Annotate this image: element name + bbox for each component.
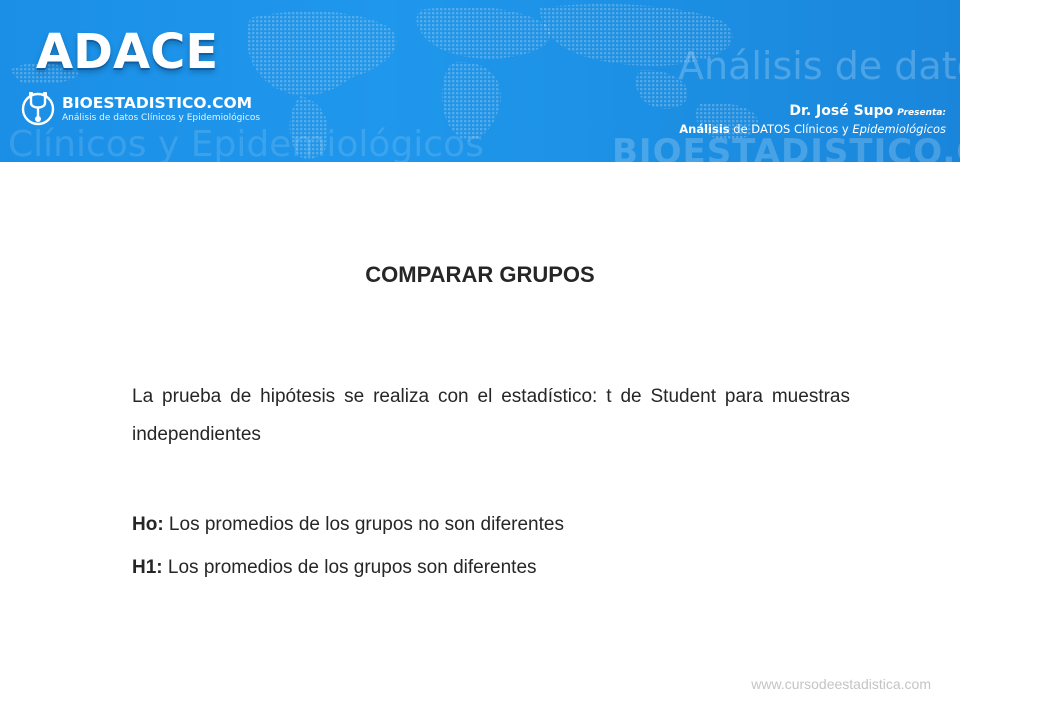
null-hypothesis-text: Los promedios de los grupos no son diferentes	[163, 514, 564, 535]
alternative-hypothesis-text: Los promedios de los grupos son diferentes	[162, 557, 537, 578]
header-banner	[0, 0, 1047, 172]
null-hypothesis-label: Ho:	[132, 514, 164, 535]
course-title-analisis: Análisis	[679, 122, 730, 136]
background-watermark-brand: BIOESTADISTICO.COM	[612, 132, 1047, 172]
course-title-epidemiologicos: Epidemiológicos	[852, 122, 946, 136]
presenter-label: Presenta:	[897, 108, 946, 118]
brand-name: BIOESTADISTICO.COM	[62, 94, 253, 112]
stethoscope-icon	[20, 89, 56, 127]
presenter-line	[789, 100, 946, 119]
alternative-hypothesis	[132, 557, 537, 579]
null-hypothesis	[132, 514, 564, 536]
alternative-hypothesis-label: H1:	[132, 557, 163, 578]
course-title	[679, 122, 946, 136]
brand-tagline: Análisis de datos Clínicos y Epidemiológicos	[62, 113, 261, 123]
course-title-middle: de DATOS Clínicos y	[729, 122, 853, 136]
adace-logo: ADACE	[36, 24, 219, 80]
footer-url: www.cursodeestadistica.com	[751, 676, 931, 692]
slide-paragraph: La prueba de hipótesis se realiza con el estadístico: t de Student para muestras independientes	[132, 386, 850, 445]
background-watermark-clinicos: Clínicos y Epidemiológicos	[8, 124, 484, 165]
background-watermark-analisis: Análisis de datos	[678, 44, 1000, 88]
slide-title: COMPARAR GRUPOS	[365, 262, 595, 287]
presenter-name: Dr. José Supo	[789, 103, 894, 119]
